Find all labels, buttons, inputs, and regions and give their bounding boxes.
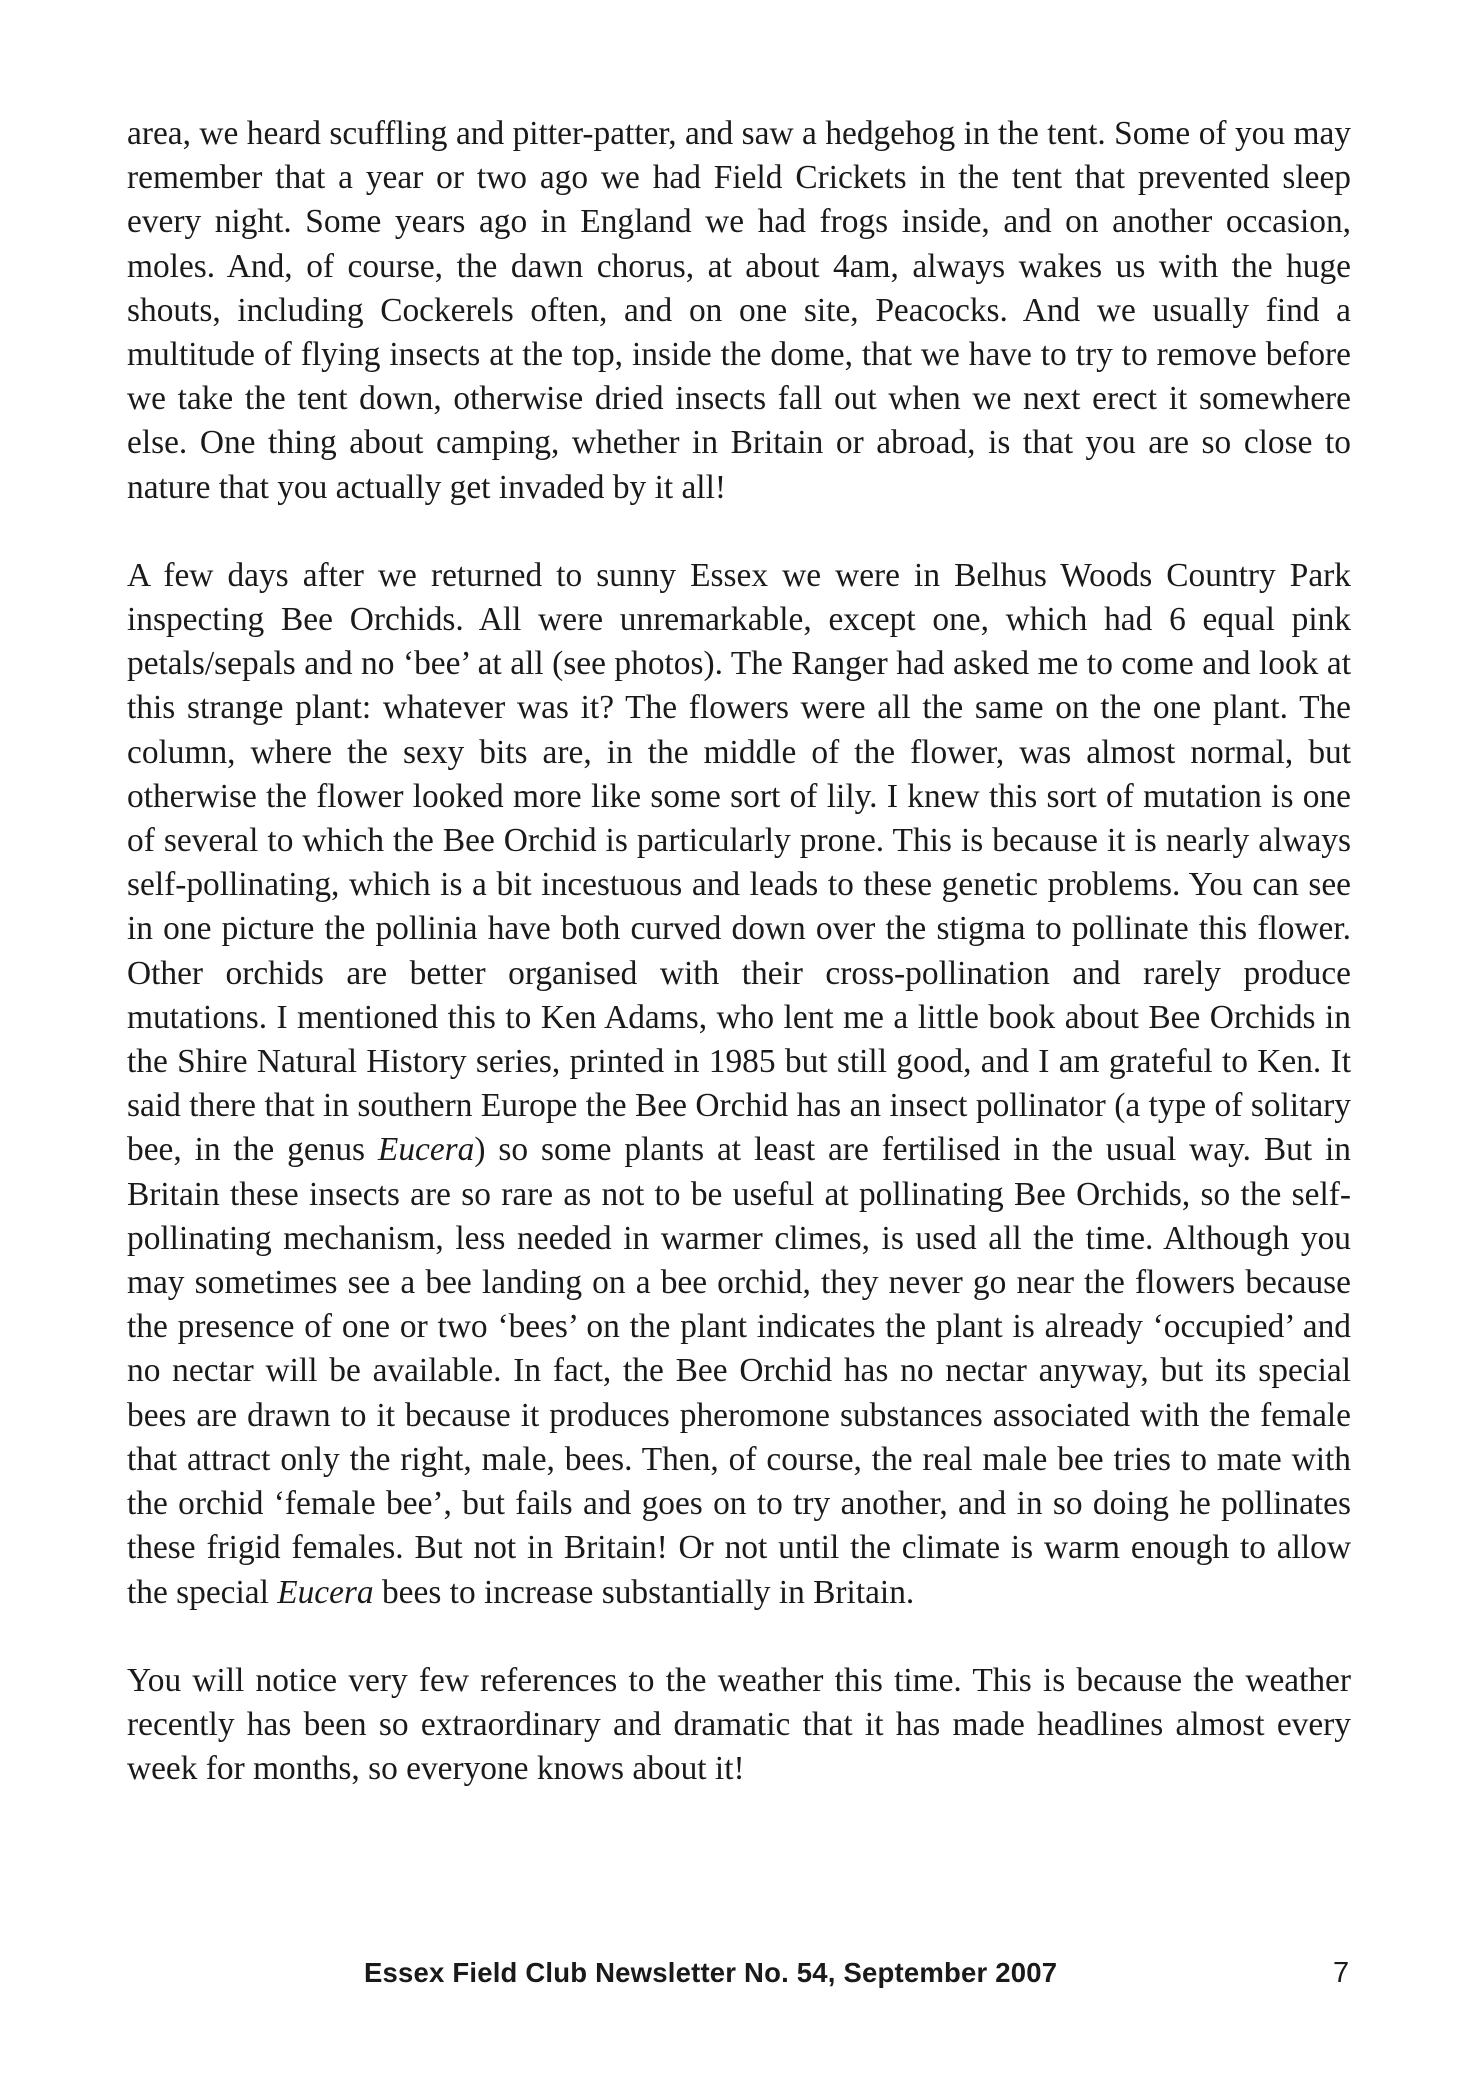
paragraph-text: A few days after we returned to sunny Essex we were in Belhus Woods Country Park inspecting Bee Orchids. All were unremarkable, except one, which had 6 equal pink petals/sepals and no ‘bee’ at all (see photos). The Ranger had asked me to come and look at this strange plant: whatever was it? The flowers were all the same on the one plant. The column, where the sexy bits are, in the middle of the flower, was almost normal, but otherwise the flower looked more like some sort of lily. I knew this sort of mutation is one of several to which the Bee Orchid is particularly prone. This is because it is nearly always self-pollinating, which is a bit incestuous and leads to these genetic problems. You can see in one picture the pollinia have both curved down over the stigma to pollinate this flower. Other orchids are better organised with their cross-pollination and rarely produce mutations. I mentioned this to Ken Adams, who lent me a little book about Bee Orchids in the Shire Natural History series, printed in 1985 but still good, and I am grateful to Ken. It said there that in southern Europe the Bee Orchid has an insect pollinator (a type of solitary bee, in the genus bbox=[127, 556, 1351, 1169]
newsletter-title: Essex Field Club Newsletter No. 54, September 2007 bbox=[364, 1957, 1058, 1988]
genus-name: Eucera bbox=[277, 1573, 374, 1611]
body-paragraph bbox=[127, 554, 1351, 1615]
body-paragraph bbox=[127, 1659, 1351, 1792]
paragraph-text: ) so some plants at least are fertilised in the usual way. But in Britain these insects are so rare as not to be useful at pollinating Bee Orchids, so the self-pollinating mechanism, less needed in warmer climes, is used all the time. Although you may sometimes see a bee landing on a bee orchid, they never go near the flowers because the presence of one or two ‘bees’ on the plant indicates the plant is already ‘occupied’ and no nectar will be available. In fact, the Bee Orchid has no nectar anyway, but its special bees are drawn to it because it produces pheromone substances associated with the female that attract only the right, male, bees. Then, of course, the real male bee tries to mate with the orchid ‘female bee’, but fails and goes on to try another, and in so doing he pollinates these frigid females. But not in Britain! Or not until the climate is warm enough to allow the special bbox=[127, 1131, 1351, 1611]
paragraph-text: You will notice very few references to the weather this time. This is because the weather recently has been so extraordinary and dramatic that it has made headlines almost every week for months, so everyone knows about it! bbox=[127, 1661, 1351, 1788]
paragraph-text: bees to increase substantially in Britain. bbox=[373, 1573, 915, 1611]
paragraph-text: area, we heard scuffling and pitter-patter, and saw a hedgehog in the tent. Some of you may remember that a year or two ago we had Field Crickets in the tent that prevented sleep every night. Some years ago in England we had frogs inside, and on another occasion, moles. And, of course, the dawn chorus, at about 4am, always wakes us with the huge shouts, including Cockerels often, and on one site, Peacocks. And we usually find a multitude of flying insects at the top, inside the dome, that we have to try to remove before we take the tent down, otherwise dried insects fall out when we next erect it somewhere else. One thing about camping, whether in Britain or abroad, is that you are so close to nature that you actually get invaded by it all! bbox=[127, 115, 1351, 506]
genus-name: Eucera bbox=[377, 1131, 475, 1169]
page-number: 7 bbox=[1333, 1957, 1350, 1989]
page-footer bbox=[0, 1955, 1480, 1995]
page-body bbox=[127, 112, 1351, 1791]
body-paragraph bbox=[127, 112, 1351, 510]
